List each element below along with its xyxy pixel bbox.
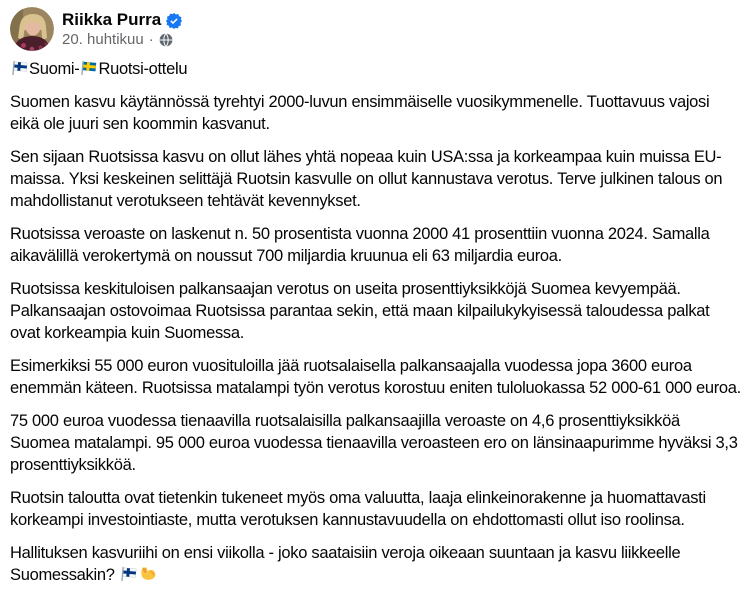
finland-flag-icon <box>119 565 138 584</box>
post-header <box>0 0 750 54</box>
avatar[interactable] <box>10 7 54 51</box>
post-paragraph: Ruotsissa keskituloisen palkansaajan verotus on useita prosenttiyksikköjä Suomea kevyempää. Palkansaajan ostovoimaa Ruotsissa parantaa sekin, että maan kilpailukykyisessä taloudessa palkat ovat korkeampia kuin Suomessa. <box>10 280 710 342</box>
avatar-photo <box>10 7 54 51</box>
post-timestamp[interactable]: 20. huhtikuu <box>62 31 144 48</box>
name-row <box>62 9 182 30</box>
title-sweden-text: Ruotsi-ottelu <box>98 60 188 78</box>
post-paragraph: Esimerkiksi 55 000 euron vuosituloilla jää ruotsalaisella palkansaajalla vuodessa jopa 3600 euroa enemmän käteen. Ruotsissa matalampi työn verotus korostuu eniten tuloluokassa 52 000-61 000 euroa. <box>10 357 741 397</box>
header-text <box>62 9 182 49</box>
public-globe-icon <box>159 33 173 47</box>
post-paragraph: Sen sijaan Ruotsissa kasvu on ollut lähes yhtä nopeaa kuin USA:ssa ja korkeampaa kuin muissa EU-maissa. Yksi keskeinen selittäjä Ruotsin kasvulle on ollut kannustava verotus. Terve julkinen talous on mahdollistanut verotukseen tehtävät kevennykset. <box>10 148 723 210</box>
closing-text: Hallituksen kasvuriihi on ensi viikolla - joko saataisiin veroja oikeaan suuntaan ja kasvu liikkeelle Suomessakin? <box>10 544 681 584</box>
post-paragraph: 75 000 euroa vuodessa tienaavilla ruotsalaisilla palkansaajilla veroaste on 4,6 prosenttiyksikköä Suomea matalampi. 95 000 euroa vuodessa tienaavilla veroasteen ero on länsinaapurimme hyväksi 3,3 prosenttiyksikköä. <box>10 412 738 474</box>
post-body <box>0 54 750 586</box>
post-paragraph: Ruotsissa veroaste on laskenut n. 50 prosentista vuonna 2000 41 prosenttiin vuonna 2024. Samalla aikavälillä verokertymä on noussut 700 miljardia kruunua eli 63 miljardia euroa. <box>10 225 710 265</box>
sweden-flag-icon <box>79 59 98 78</box>
verified-badge-icon <box>166 13 182 29</box>
author-name[interactable]: Riikka Purra <box>62 10 162 29</box>
finland-flag-icon <box>10 59 29 78</box>
post-title-line <box>10 58 742 80</box>
title-finland-text: Suomi- <box>29 60 80 78</box>
post-paragraph: Suomen kasvu käytännössä tyrehtyi 2000-luvun ensimmäiselle vuosikymmenelle. Tuottavuus vajosi eikä ole juuri sen koommin kasvanut. <box>10 93 710 133</box>
post-closing <box>10 542 742 586</box>
dot-separator: · <box>148 31 154 48</box>
biceps-icon <box>138 565 157 584</box>
post-paragraph: Ruotsin taloutta ovat tietenkin tukeneet myös oma valuutta, laaja elinkeinorakenne ja huomattavasti korkeampi investointiaste, mutta verotuksen kannustavuudella on ehdottomasti ollut iso roolinsa. <box>10 489 706 529</box>
meta-row <box>62 30 182 49</box>
